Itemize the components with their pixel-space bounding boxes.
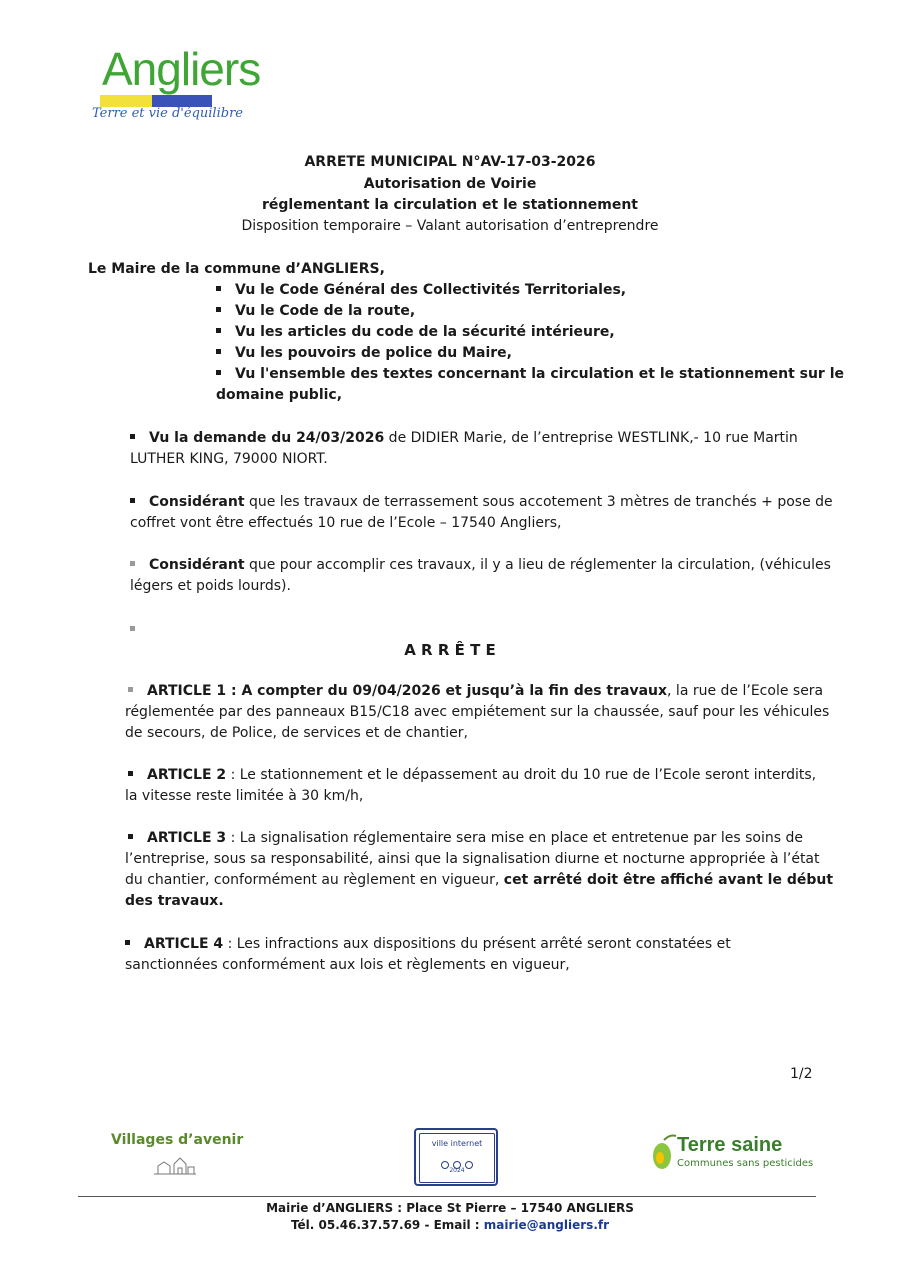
bullet-icon	[125, 940, 130, 945]
vu-item: Vu le Code de la route,	[216, 303, 415, 319]
logo-text: Angliers	[102, 43, 261, 95]
vu-item-continuation: domaine public,	[216, 387, 343, 403]
bullet-icon	[216, 349, 221, 354]
vu-item: Vu les articles du code de la sécurité intérieure,	[216, 324, 615, 340]
decree-subtitle: Disposition temporaire – Valant autorisation d’entreprendre	[241, 218, 659, 234]
bullet-icon	[216, 370, 221, 375]
article-4-line: sanctionnées conformément aux lois et règlements en vigueur,	[125, 957, 570, 973]
article-1: ARTICLE 1 : A compter du 09/04/2026 et jusqu’à la fin des travaux, la rue de l’Ecole sera	[128, 683, 823, 699]
badge-year: 2024	[449, 1167, 465, 1174]
villages-davenir-label: Villages d’avenir	[111, 1132, 244, 1148]
bullet-icon	[128, 771, 133, 776]
decree-type: Autorisation de Voirie	[363, 176, 537, 192]
email-link[interactable]: mairie@angliers.fr	[483, 1218, 610, 1232]
badge-label: ville internet	[431, 1139, 483, 1148]
article-3-line: l’entreprise, sous sa responsabilité, ainsi que la signalisation diurne et nocturne appropriée à l’état	[125, 851, 820, 867]
mayor-intro: Le Maire de la commune d’ANGLIERS,	[88, 261, 385, 277]
footer-divider	[78, 1196, 816, 1197]
page-number: 1/2	[790, 1066, 813, 1082]
footer-address: Mairie d’ANGLIERS : Place St Pierre – 17540 ANGLIERS	[266, 1201, 634, 1215]
decree-subject: réglementant la circulation et le stationnement	[261, 197, 638, 213]
bullet-icon	[130, 434, 135, 439]
empty-bullet-icon	[130, 626, 135, 631]
terre-saine-subtitle: Communes sans pesticides	[677, 1158, 814, 1169]
article-3-line: des travaux.	[125, 893, 224, 909]
consideration-2-line: légers et poids lourds).	[130, 578, 291, 594]
consideration-2: Considérant que pour accomplir ces travaux, il y a lieu de réglementer la circulation, (véhicules	[130, 557, 831, 573]
bullet-icon	[130, 498, 135, 503]
bullet-icon	[216, 286, 221, 291]
bullet-icon	[216, 328, 221, 333]
decree-number: ARRETE MUNICIPAL N°AV-17-03-2026	[304, 154, 596, 170]
demande-paragraph-line: LUTHER KING, 79000 NIORT.	[130, 451, 328, 467]
footer-contact: Tél. 05.46.37.57.69 - Email : mairie@angliers.fr	[290, 1218, 610, 1232]
article-2-line: la vitesse reste limitée à 30 km/h,	[125, 788, 364, 804]
terre-saine-title: Terre saine	[677, 1134, 783, 1156]
vu-item: Vu le Code Général des Collectivités Territoriales,	[216, 282, 626, 298]
demande-paragraph: Vu la demande du 24/03/2026 de DIDIER Marie, de l’entreprise WESTLINK,- 10 rue Martin	[130, 430, 798, 446]
bullet-icon	[130, 561, 135, 566]
article-3-line: du chantier, conformément au règlement en vigueur, cet arrêté doit être affiché avant le début	[125, 872, 834, 888]
consideration-1-line: coffret vont être effectués 10 rue de l’Ecole – 17540 Angliers,	[130, 515, 562, 531]
article-2: ARTICLE 2 : Le stationnement et le dépassement au droit du 10 rue de l’Ecole seront interdits,	[128, 767, 816, 783]
vu-item: Vu l'ensemble des textes concernant la circulation et le stationnement sur le	[216, 366, 844, 382]
bullet-icon	[128, 834, 133, 839]
village-sketch-icon	[150, 1152, 200, 1178]
bullet-icon	[128, 687, 133, 692]
vu-item: Vu les pouvoirs de police du Maire,	[216, 345, 512, 361]
terre-saine-leaf-icon	[650, 1132, 678, 1172]
article-1-line: de secours, de Police, de services et de chantier,	[125, 725, 468, 741]
article-1-line: réglementée par des panneaux B15/C18 avec empiétement sur la chaussée, sauf pour les véhicules	[125, 704, 830, 720]
article-3: ARTICLE 3 : La signalisation réglementaire sera mise en place et entretenue par les soins de	[128, 830, 803, 846]
consideration-1: Considérant que les travaux de terrassement sous accotement 3 mètres de tranchés + pose de	[130, 494, 833, 510]
arrete-heading: A R R Ê T E	[404, 641, 496, 659]
bullet-icon	[216, 307, 221, 312]
ville-internet-badge	[414, 1128, 498, 1186]
article-4: ARTICLE 4 : Les infractions aux dispositions du présent arrêté seront constatées et	[125, 936, 731, 952]
logo-tagline: Terre et vie d'équilibre	[92, 106, 243, 121]
